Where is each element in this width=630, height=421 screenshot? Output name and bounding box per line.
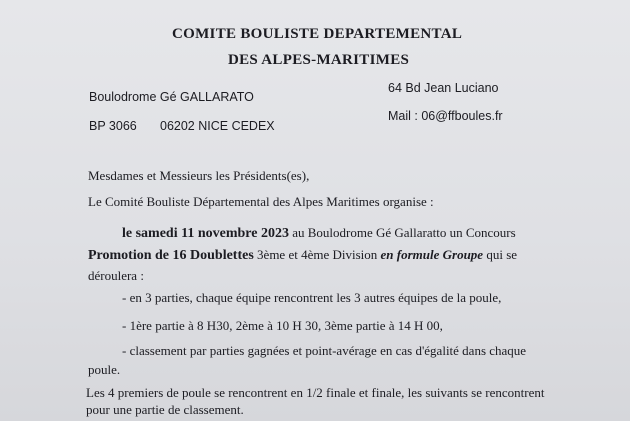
venue-name: Boulodrome Gé GALLARATO: [89, 90, 254, 104]
event-date: le samedi 11 novembre 2023: [122, 226, 289, 241]
bullet-ranking-cont: poule.: [88, 362, 121, 377]
promotion-line: [88, 247, 517, 264]
division-text: 3ème et 4ème Division: [253, 247, 381, 262]
event-date-line: [122, 225, 516, 242]
postal-box: BP 3066: [89, 119, 137, 133]
street-address: 64 Bd Jean Luciano: [388, 81, 499, 95]
bullet-ranking: - classement par parties gagnées et point-avérage en cas d'égalité dans chaque: [122, 343, 527, 358]
intro-line: Le Comité Bouliste Départemental des Alpes Maritimes organise :: [88, 194, 434, 209]
formula-text: en formule Groupe: [380, 247, 484, 262]
promotion-end: qui se: [483, 247, 518, 262]
bullet-schedule: - 1ère partie à 8 H30, 2ème à 10 H 30, 3ème partie à 14 H 00,: [122, 318, 443, 333]
event-venue: au Boulodrome Gé Gallaratto un Concours: [288, 225, 516, 240]
bullet-parties: - en 3 parties, chaque équipe rencontrent les 3 autres équipes de la poule,: [122, 290, 502, 305]
promotion-title: Promotion de 16 Doublettes: [88, 248, 254, 263]
city-line: 06202 NICE CEDEX: [160, 119, 275, 133]
paragraph-line-2: pour une partie de classement.: [86, 402, 244, 417]
title-line-1: COMITE BOULISTE DEPARTEMENTAL: [172, 26, 463, 42]
salutation: Mesdames et Messieurs les Présidents(es),: [88, 168, 310, 183]
title-line-2: DES ALPES-MARITIMES: [228, 52, 410, 68]
deroulera-line: déroulera :: [88, 268, 144, 283]
mail-address: Mail : 06@ffboules.fr: [388, 109, 503, 123]
paragraph-line-1: Les 4 premiers de poule se rencontrent en 1/2 finale et finale, les suivants se rencontrent: [86, 385, 545, 400]
